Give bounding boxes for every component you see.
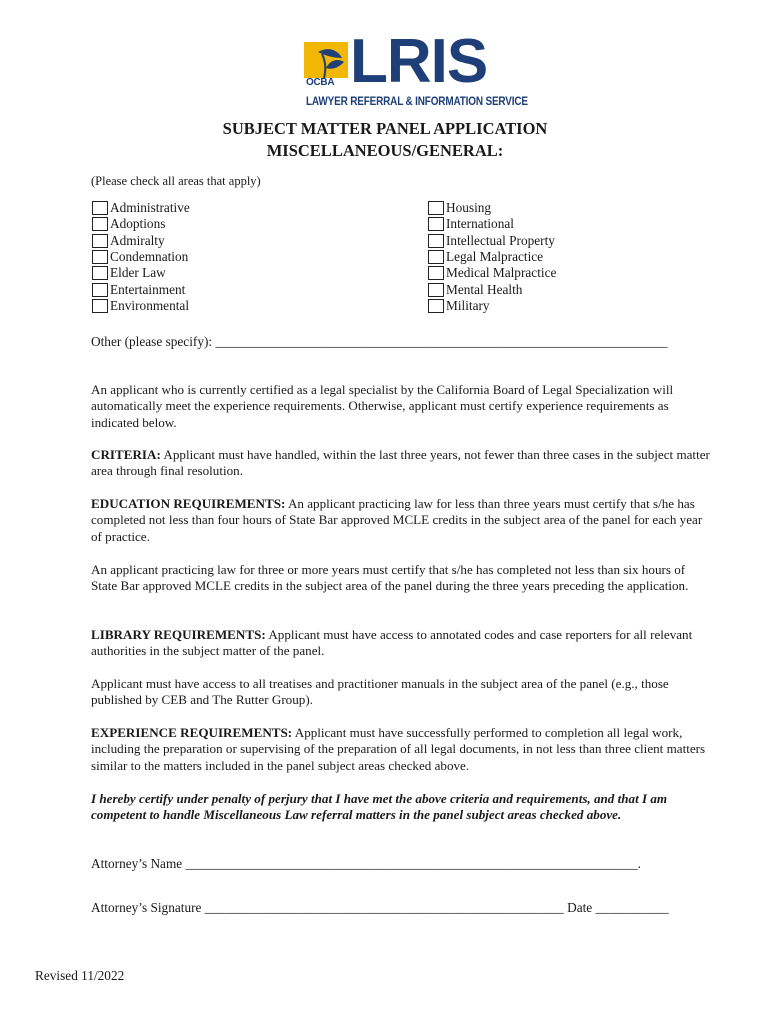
education-section <box>91 496 713 545</box>
checkbox[interactable] <box>92 250 108 264</box>
education-text: An applicant practicing law for less than three years must certify that s/he has completed not less than four hours of State Bar approved MCLE credits in the subject area of the panel for each year of practice. <box>91 496 703 544</box>
area-option[interactable] <box>428 281 556 297</box>
attorney-name-field[interactable] <box>91 856 641 872</box>
other-input-line[interactable]: ____________________________________________________________________ <box>215 334 668 349</box>
area-label: Military <box>446 297 490 313</box>
revision-note: Revised 11/2022 <box>35 968 125 983</box>
experience-section <box>91 725 713 774</box>
other-label: Other (please specify): <box>91 334 213 349</box>
area-label: Housing <box>446 200 492 216</box>
area-label: Elder Law <box>110 265 166 281</box>
area-label: Environmental <box>110 297 190 313</box>
checkbox[interactable] <box>92 266 108 280</box>
checkbox[interactable] <box>428 266 444 280</box>
area-option[interactable] <box>428 298 556 314</box>
area-label: Admiralty <box>110 232 165 248</box>
library-section <box>91 627 713 660</box>
criteria-text: Applicant must have handled, within the last three years, not fewer than three cases in the subject matter area through final resolution. <box>91 447 710 479</box>
experience-text: Applicant must have successfully performed to completion all legal work, including the preparation or supervising of the preparation of all legal documents, in not less than three client matters similar to the matters included in the panel subject areas checked above. <box>91 725 706 773</box>
checkbox[interactable] <box>92 201 108 215</box>
checkbox[interactable] <box>92 299 108 313</box>
date-line[interactable]: ___________ <box>595 900 669 915</box>
checkbox[interactable] <box>428 217 444 231</box>
attorney-signature-label: Attorney’s Signature <box>91 900 202 915</box>
criteria-section <box>91 447 713 480</box>
area-option[interactable] <box>92 265 190 281</box>
area-option[interactable] <box>92 249 190 265</box>
area-option[interactable] <box>428 216 556 232</box>
attorney-name-label: Attorney’s Name <box>91 856 183 871</box>
experience-heading: EXPERIENCE REQUIREMENTS: <box>91 725 293 740</box>
other-specify-field[interactable] <box>91 334 668 350</box>
education-heading: EDUCATION REQUIREMENTS: <box>91 496 286 511</box>
area-option[interactable] <box>92 200 190 216</box>
area-option[interactable] <box>92 298 190 314</box>
library-text: Applicant must have access to annotated codes and case reporters for all relevant authorities in the subject matter of the panel. <box>91 627 693 659</box>
area-label: Condemnation <box>110 249 189 265</box>
checkbox[interactable] <box>92 283 108 297</box>
checkbox[interactable] <box>92 234 108 248</box>
attorney-signature-field[interactable] <box>91 900 669 916</box>
date-label: Date <box>567 900 593 915</box>
instruction-text: (Please check all areas that apply) <box>91 174 261 188</box>
area-option[interactable] <box>428 265 556 281</box>
area-option[interactable] <box>92 233 190 249</box>
area-option[interactable] <box>92 281 190 297</box>
area-label: Entertainment <box>110 281 186 297</box>
area-option[interactable] <box>428 249 556 265</box>
checkbox[interactable] <box>428 283 444 297</box>
perjury-certification: I hereby certify under penalty of perjury that I have met the above criteria and requirements, and that I am competent to handle Miscellaneous Law referral matters in the panel subject areas checked above. <box>91 791 668 823</box>
criteria-heading: CRITERIA: <box>91 447 161 462</box>
areas-right-column <box>428 200 556 314</box>
checkbox[interactable] <box>92 217 108 231</box>
library-more: Applicant must have access to all treatises and practitioner manuals in the subject area of the panel (e.g., those published by CEB and The Rutter Group). <box>91 676 669 708</box>
area-label: Intellectual Property <box>446 232 555 248</box>
areas-left-column <box>92 200 190 314</box>
checkbox[interactable] <box>428 250 444 264</box>
area-option[interactable] <box>428 200 556 216</box>
area-label: Administrative <box>110 200 190 216</box>
lris-logo <box>304 27 528 112</box>
area-label: Legal Malpractice <box>446 249 544 265</box>
attorney-signature-line[interactable]: ______________________________________________________ <box>204 900 564 915</box>
area-option[interactable] <box>428 233 556 249</box>
education-more: An applicant practicing law for three or more years must certify that s/he has completed not less than six hours of State Bar approved MCLE credits in the subject area of the panel during the three years preceding the application. <box>91 562 689 594</box>
form-subtitle: MISCELLANEOUS/GENERAL: <box>266 141 504 160</box>
logo-tagline: LAWYER REFERRAL & INFORMATION SERVICE <box>306 95 528 108</box>
checkbox[interactable] <box>428 201 444 215</box>
library-heading: LIBRARY REQUIREMENTS: <box>91 627 266 642</box>
area-label: International <box>446 216 514 232</box>
area-label: Mental Health <box>446 281 523 297</box>
form-title: SUBJECT MATTER PANEL APPLICATION <box>222 119 548 138</box>
area-label: Adoptions <box>110 216 166 232</box>
logo-org-text: OCBA <box>306 77 335 88</box>
checkbox[interactable] <box>428 234 444 248</box>
certification-note: An applicant who is currently certified as a legal specialist by the California Board of Legal Specialization will automatically meet the experience requirements. Otherwise, applicant must certify experience requirements as indicated below. <box>91 382 674 430</box>
logo-name-text: LRIS <box>350 27 488 96</box>
checkbox[interactable] <box>428 299 444 313</box>
attorney-name-line[interactable]: ____________________________________________________________________. <box>185 856 641 871</box>
area-option[interactable] <box>92 216 190 232</box>
area-label: Medical Malpractice <box>446 265 557 281</box>
